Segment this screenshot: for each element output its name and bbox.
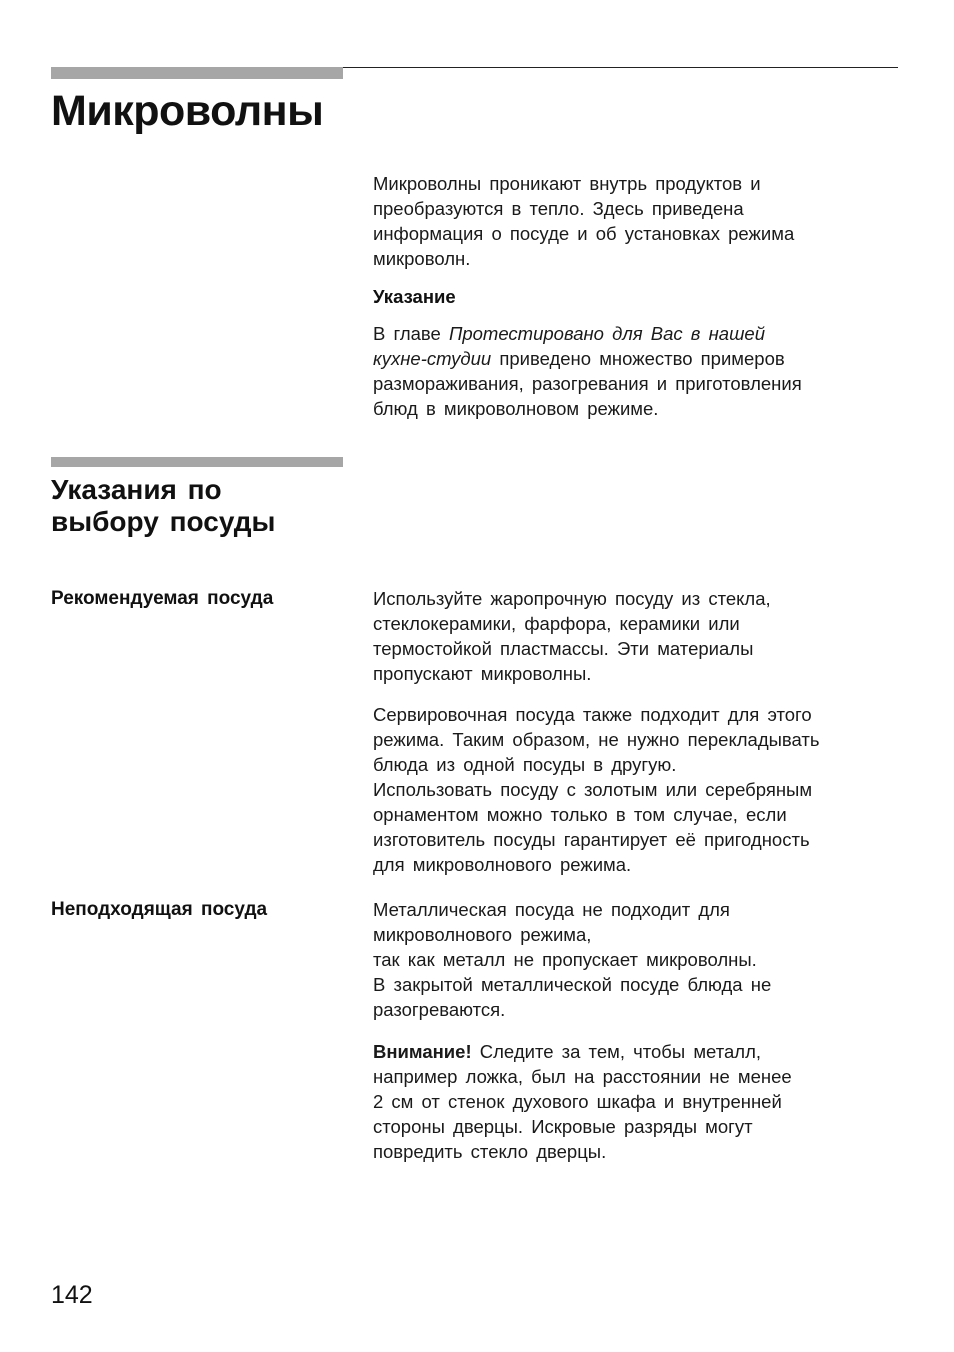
section-title-line: выбору посуды bbox=[51, 506, 276, 537]
text-line: Используйте жаропрочную посуду из стекла, bbox=[373, 588, 771, 609]
recommended-paragraph-2 bbox=[373, 702, 903, 877]
text-line: орнаментом можно только в том случае, если bbox=[373, 804, 787, 825]
text-line: так как металл не пропускает микроволны. bbox=[373, 949, 757, 970]
text-line: Использовать посуду с золотым или серебряным bbox=[373, 779, 813, 800]
text-line: режима. Таким образом, не нужно перекладывать bbox=[373, 729, 820, 750]
note-line bbox=[373, 321, 903, 346]
intro-line: Микроволны проникают внутрь продуктов и bbox=[373, 173, 761, 194]
section-accent-bar bbox=[51, 457, 343, 467]
unsuitable-paragraph bbox=[373, 897, 903, 1022]
text-line: В закрытой металлической посуде блюда не bbox=[373, 974, 772, 995]
text-line: пропускают микроволны. bbox=[373, 663, 592, 684]
text-line: изготовитель посуды гарантирует её пригодность bbox=[373, 829, 810, 850]
warning-label: Внимание! bbox=[373, 1041, 472, 1062]
note-label: Указание bbox=[373, 286, 456, 307]
chapter-reference: кухне-студии bbox=[373, 348, 492, 369]
intro-line: преобразуются в тепло. Здесь приведена bbox=[373, 198, 744, 219]
warning-text: Следите за тем, чтобы металл, bbox=[471, 1041, 762, 1062]
warning-paragraph bbox=[373, 1039, 903, 1164]
text-line: например ложка, был на расстоянии не менее bbox=[373, 1066, 792, 1087]
text-line: микроволнового режима, bbox=[373, 924, 592, 945]
recommended-cookware-label: Рекомендуемая посуда bbox=[51, 588, 274, 609]
text-line: стороны дверцы. Искровые разряды могут bbox=[373, 1116, 753, 1137]
intro-line: микроволн. bbox=[373, 248, 471, 269]
note-text: приведено множество примеров bbox=[491, 348, 785, 369]
text-line: разогреваются. bbox=[373, 999, 506, 1020]
note-line bbox=[373, 346, 903, 371]
section-title-line: Указания по bbox=[51, 474, 222, 505]
text-line: повредить стекло дверцы. bbox=[373, 1141, 607, 1162]
text-line: блюда из одной посуды в другую. bbox=[373, 754, 677, 775]
unsuitable-cookware-label: Неподходящая посуда bbox=[51, 899, 268, 920]
text-line: Металлическая посуда не подходит для bbox=[373, 899, 730, 920]
note-text: В главе bbox=[373, 323, 449, 344]
page-title: Микроволны bbox=[51, 87, 324, 135]
text-line: стеклокерамики, фарфора, керамики или bbox=[373, 613, 740, 634]
page-number: 142 bbox=[51, 1281, 93, 1309]
intro-line: информация о посуде и об установках режима bbox=[373, 223, 795, 244]
text-line bbox=[373, 1039, 903, 1064]
note-line: размораживания, разогревания и приготовления bbox=[373, 373, 802, 394]
text-line: термостойкой пластмассы. Эти материалы bbox=[373, 638, 754, 659]
text-line: для микроволнового режима. bbox=[373, 854, 632, 875]
section-title bbox=[51, 474, 341, 538]
chapter-reference: Протестировано для Вас в нашей bbox=[448, 323, 766, 344]
note-paragraph bbox=[373, 321, 903, 421]
text-line: 2 см от стенок духового шкафа и внутренней bbox=[373, 1091, 782, 1112]
text-line: Сервировочная посуда также подходит для этого bbox=[373, 704, 812, 725]
recommended-paragraph-1 bbox=[373, 586, 903, 686]
header-accent-bar bbox=[51, 67, 343, 79]
intro-paragraph bbox=[373, 171, 903, 271]
note-line: блюд в микроволновом режиме. bbox=[373, 398, 659, 419]
